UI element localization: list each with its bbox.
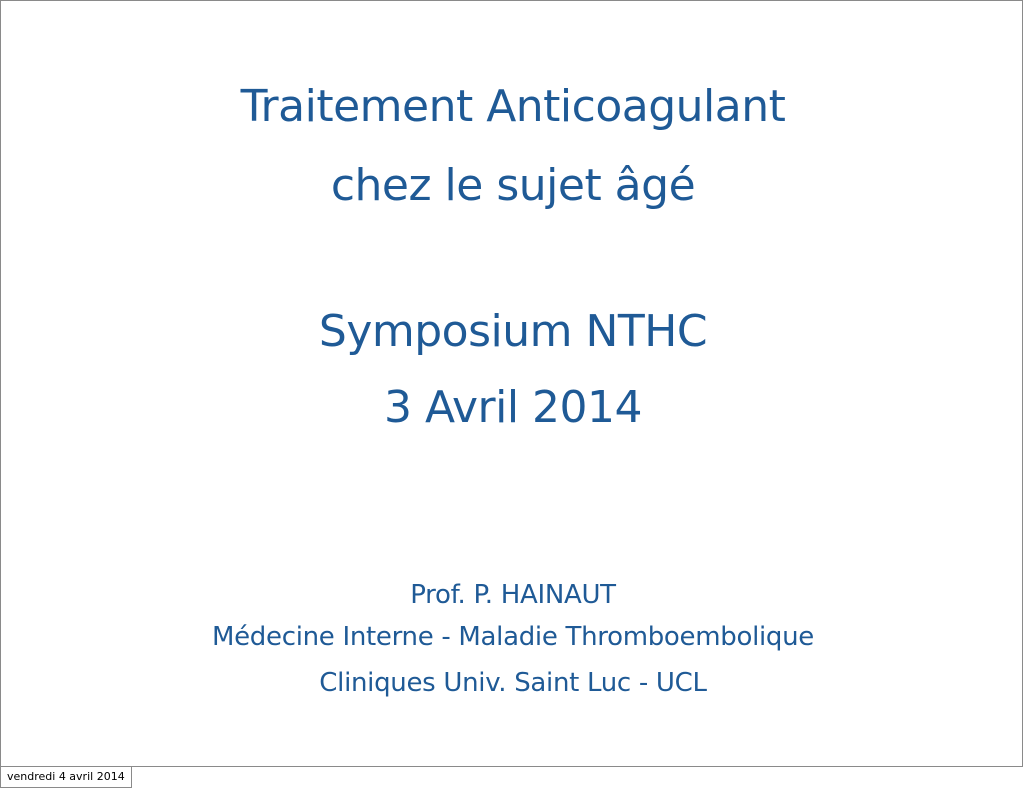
event-date: 3 Avril 2014: [383, 382, 643, 433]
author-department: Médecine Interne - Maladie Thromboembolique: [211, 622, 815, 652]
author-institution: Cliniques Univ. Saint Luc - UCL: [319, 668, 707, 698]
author-name: Prof. P. HAINAUT: [410, 580, 616, 610]
slide-title-line-1: Traitement Anticoagulant: [240, 81, 786, 132]
slide-date-label: vendredi 4 avril 2014: [0, 767, 132, 788]
event-name: Symposium NTHC: [318, 306, 708, 357]
slide-title-line-2: chez le sujet âgé: [330, 160, 696, 211]
